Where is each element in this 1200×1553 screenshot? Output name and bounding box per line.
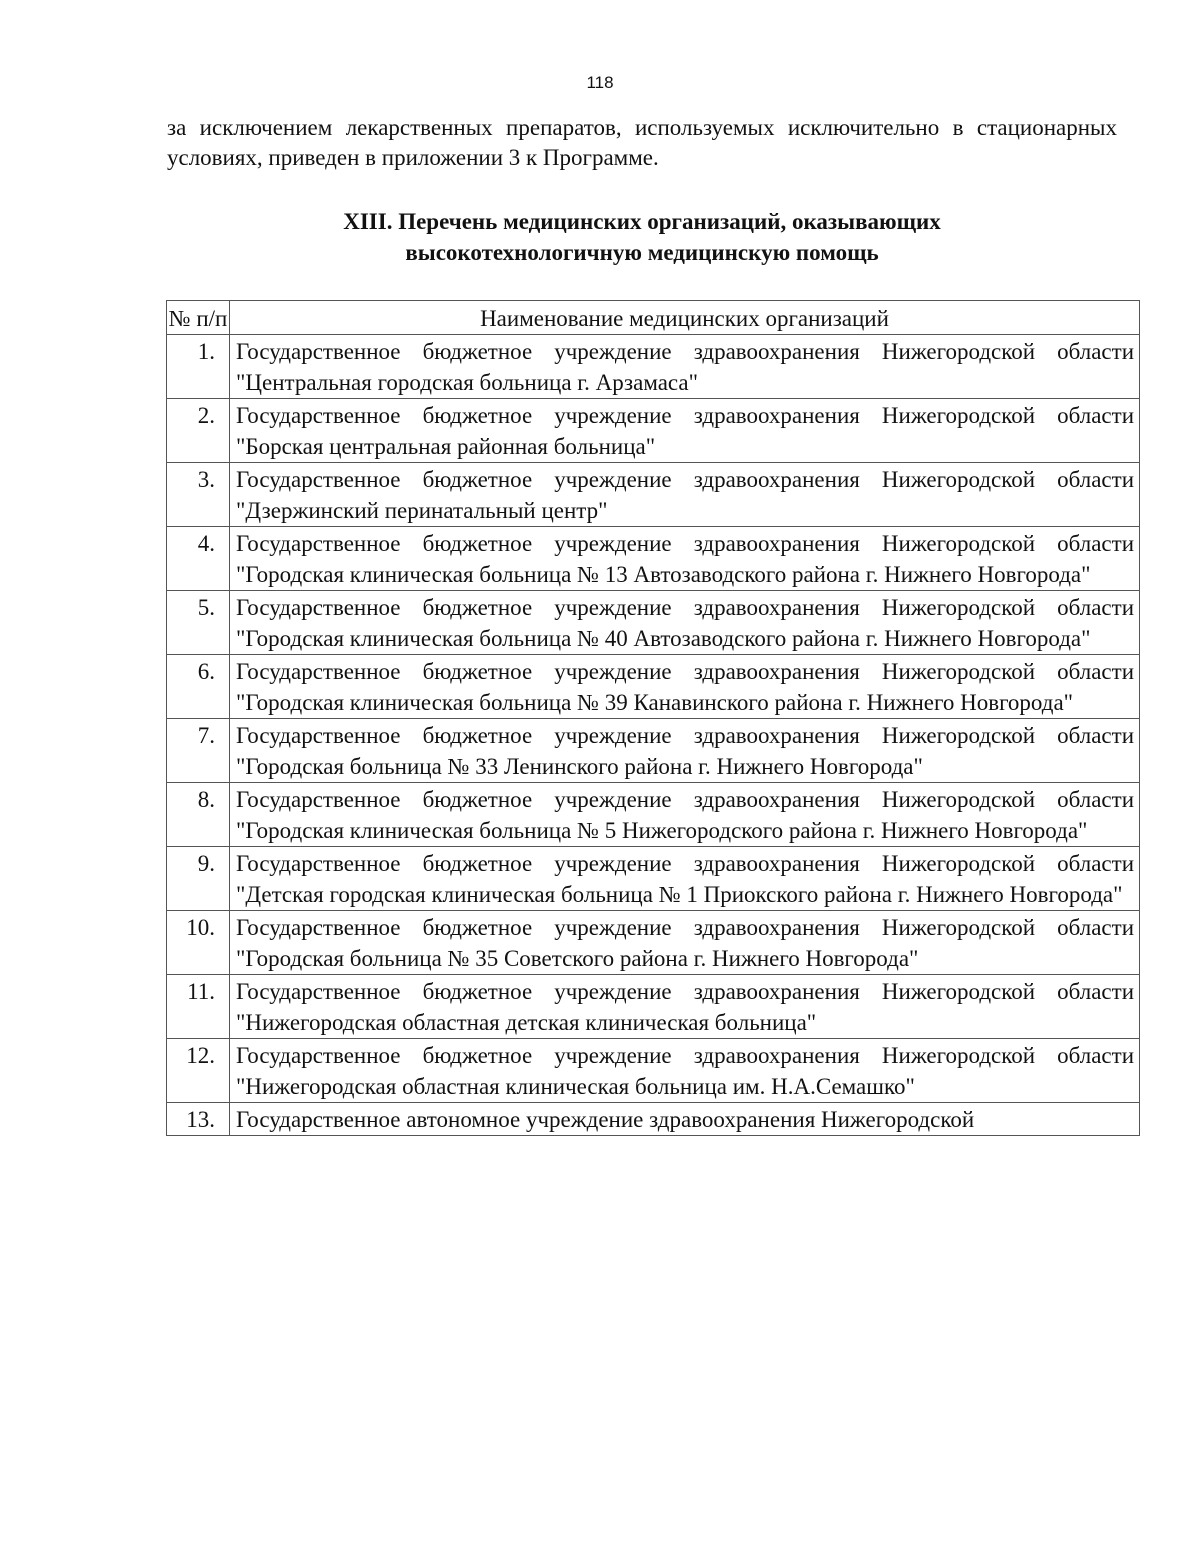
table-row bbox=[167, 847, 1140, 911]
table-row bbox=[167, 783, 1140, 847]
row-number: 7. bbox=[167, 719, 230, 783]
table-row bbox=[167, 911, 1140, 975]
table-body bbox=[167, 335, 1140, 1136]
table-row bbox=[167, 399, 1140, 463]
row-number: 1. bbox=[167, 335, 230, 399]
row-number: 6. bbox=[167, 655, 230, 719]
table-row bbox=[167, 1039, 1140, 1103]
header-number: № п/п bbox=[167, 301, 230, 335]
organization-name: Государственное бюджетное учреждение здравоохранения Нижегородской области "Городская клиническая больница № 13 Автозаводского района г. Нижнего Новгорода" bbox=[230, 527, 1140, 591]
organization-name: Государственное бюджетное учреждение здравоохранения Нижегородской области "Центральная городская больница г. Арзамаса" bbox=[230, 335, 1140, 399]
organization-name: Государственное бюджетное учреждение здравоохранения Нижегородской области "Городская клиническая больница № 39 Канавинского района г. Нижнего Новгорода" bbox=[230, 655, 1140, 719]
organization-name: Государственное бюджетное учреждение здравоохранения Нижегородской области "Городская больница № 33 Ленинского района г. Нижнего Новгорода" bbox=[230, 719, 1140, 783]
organization-name: Государственное бюджетное учреждение здравоохранения Нижегородской области "Дзержинский перинатальный центр" bbox=[230, 463, 1140, 527]
page-number: 118 bbox=[586, 73, 614, 92]
row-number: 11. bbox=[167, 975, 230, 1039]
row-number: 8. bbox=[167, 783, 230, 847]
section-title-line-1: XIII. Перечень медицинских организаций, оказывающих bbox=[343, 209, 941, 234]
table-row bbox=[167, 719, 1140, 783]
section-title bbox=[167, 206, 1117, 268]
table-row bbox=[167, 527, 1140, 591]
table-row bbox=[167, 655, 1140, 719]
table-row bbox=[167, 975, 1140, 1039]
organization-name: Государственное бюджетное учреждение здравоохранения Нижегородской области "Городская больница № 35 Советского района г. Нижнего Новгорода" bbox=[230, 911, 1140, 975]
table-row bbox=[167, 591, 1140, 655]
row-number: 12. bbox=[167, 1039, 230, 1103]
row-number: 2. bbox=[167, 399, 230, 463]
row-number: 3. bbox=[167, 463, 230, 527]
organization-name: Государственное бюджетное учреждение здравоохранения Нижегородской области "Нижегородская областная детская клиническая больница" bbox=[230, 975, 1140, 1039]
table-row bbox=[167, 463, 1140, 527]
table-header-row bbox=[167, 301, 1140, 335]
section-title-line-2: высокотехнологичную медицинскую помощь bbox=[405, 240, 879, 265]
table-row bbox=[167, 1103, 1140, 1136]
organization-name: Государственное бюджетное учреждение здравоохранения Нижегородской области "Детская городская клиническая больница № 1 Приокского района г. Нижнего Новгорода" bbox=[230, 847, 1140, 911]
row-number: 4. bbox=[167, 527, 230, 591]
table-row bbox=[167, 335, 1140, 399]
row-number: 13. bbox=[167, 1103, 230, 1136]
row-number: 9. bbox=[167, 847, 230, 911]
organization-name: Государственное бюджетное учреждение здравоохранения Нижегородской области "Городская клиническая больница № 5 Нижегородского района г. Нижнего Новгорода" bbox=[230, 783, 1140, 847]
organization-name: Государственное автономное учреждение здравоохранения Нижегородской bbox=[230, 1103, 1140, 1136]
row-number: 5. bbox=[167, 591, 230, 655]
organization-name: Государственное бюджетное учреждение здравоохранения Нижегородской области "Городская клиническая больница № 40 Автозаводского района г. Нижнего Новгорода" bbox=[230, 591, 1140, 655]
header-organization-name: Наименование медицинских организаций bbox=[230, 301, 1140, 335]
row-number: 10. bbox=[167, 911, 230, 975]
organization-name: Государственное бюджетное учреждение здравоохранения Нижегородской области "Борская центральная районная больница" bbox=[230, 399, 1140, 463]
organization-name: Государственное бюджетное учреждение здравоохранения Нижегородской области "Нижегородская областная клиническая больница им. Н.А.Семашко" bbox=[230, 1039, 1140, 1103]
organizations-table bbox=[166, 300, 1140, 1136]
intro-paragraph: за исключением лекарственных препаратов, используемых исключительно в стационарных условиях, приведен в приложении 3 к Программе. bbox=[167, 115, 1117, 170]
